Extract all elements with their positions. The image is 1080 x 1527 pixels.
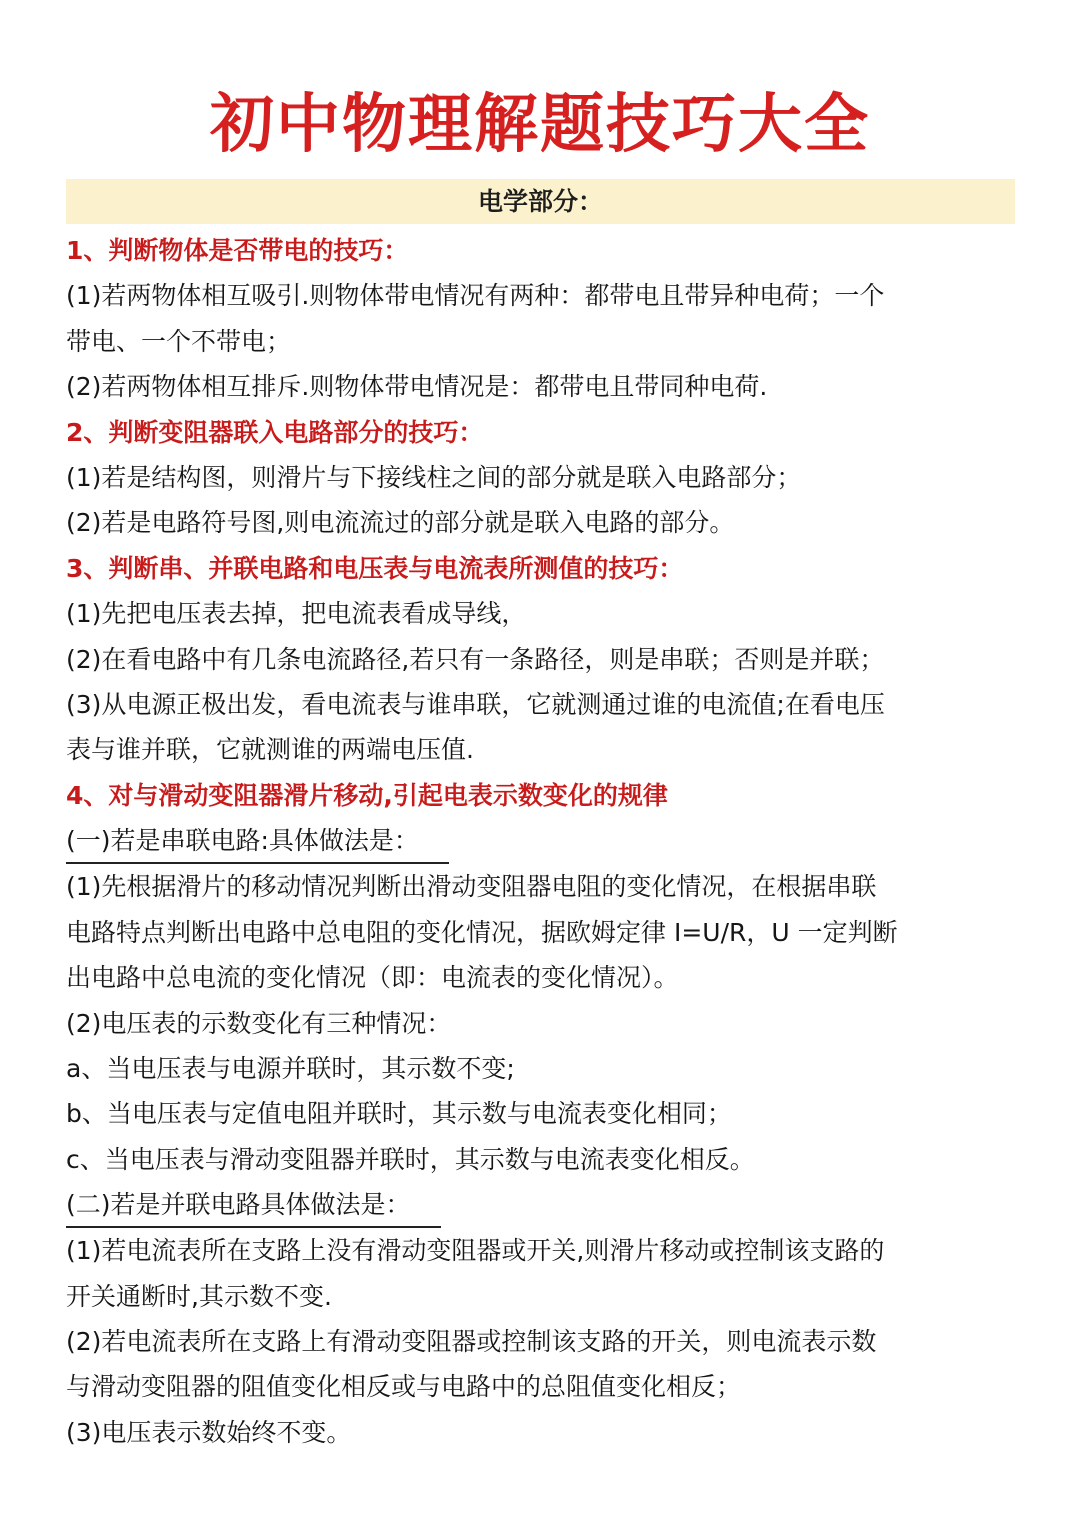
subheading-series: (一)若是串联电路:具体做法是：	[66, 820, 449, 864]
text-line: (1)先把电压表去掉，把电流表看成导线，	[66, 599, 527, 629]
text-line: (1)若电流表所在支路上没有滑动变阻器或开关,则滑片移动或控制该支路的	[66, 1236, 885, 1266]
text-line: (3)从电源正极出发，看电流表与谁串联，它就测通过谁的电流值;在看电压	[66, 690, 885, 720]
text-line: 与滑动变阻器的阻值变化相反或与电路中的总阻值变化相反；	[66, 1372, 742, 1402]
heading-4: 4、对与滑动变阻器滑片移动,引起电表示数变化的规律	[66, 780, 668, 810]
text-line: 带电、一个不带电；	[66, 326, 292, 356]
text-line: (3)电压表示数始终不变。	[66, 1417, 352, 1447]
text-line: 出电路中总电流的变化情况（即：电流表的变化情况）。	[66, 963, 679, 993]
text-line: c、当电压表与滑动变阻器并联时，其示数与电流表变化相反。	[66, 1144, 755, 1174]
text-line: 电路特点判断出电路中总电阻的变化情况，据欧姆定律 I=U/R，U 一定判断	[66, 917, 898, 947]
heading-1: 1、判断物体是否带电的技巧：	[66, 236, 409, 265]
heading-3: 3、判断串、并联电路和电压表与电流表所测值的技巧：	[66, 553, 684, 583]
page-title: 初中物理解题技巧大全	[210, 88, 870, 162]
text-line: a、当电压表与电源并联时，其示数不变;	[66, 1053, 515, 1083]
text-line: (2)若电流表所在支路上有滑动变阻器或控制该支路的开关，则电流表示数	[66, 1326, 877, 1356]
text-line: (1)先根据滑片的移动情况判断出滑动变阻器电阻的变化情况，在根据串联	[66, 872, 877, 902]
content-body	[66, 228, 1016, 1455]
text-line: (2)若两物体相互排斥.则物体带电情况是：都带电且带同种电荷.	[66, 372, 768, 402]
text-line: (2)电压表的示数变化有三种情况：	[66, 1008, 452, 1038]
text-line: (1)若两物体相互吸引.则物体带电情况有两种：都带电且带异种电荷；一个	[66, 281, 885, 311]
text-line: 开关通断时,其示数不变.	[66, 1281, 332, 1311]
subheading-parallel: (二)若是并联电路具体做法是：	[66, 1184, 441, 1228]
subheading-parallel-line	[66, 1182, 1016, 1228]
subheading-series-line	[66, 818, 1016, 864]
heading-2: 2、判断变阻器联入电路部分的技巧：	[66, 417, 484, 447]
text-line: (1)若是结构图，则滑片与下接线柱之间的部分就是联入电路部分；	[66, 463, 802, 493]
text-line: (2)在看电路中有几条电流路径,若只有一条路径，则是串联；否则是并联；	[66, 644, 885, 674]
text-line: b、当电压表与定值电阻并联时，其示数与电流表变化相同；	[66, 1099, 732, 1129]
text-line: (2)若是电路符号图,则电流流过的部分就是联入电路的部分。	[66, 508, 735, 538]
text-line: 表与谁并联，它就测谁的两端电压值.	[66, 735, 474, 765]
section-header: 电学部分：	[66, 179, 1015, 224]
